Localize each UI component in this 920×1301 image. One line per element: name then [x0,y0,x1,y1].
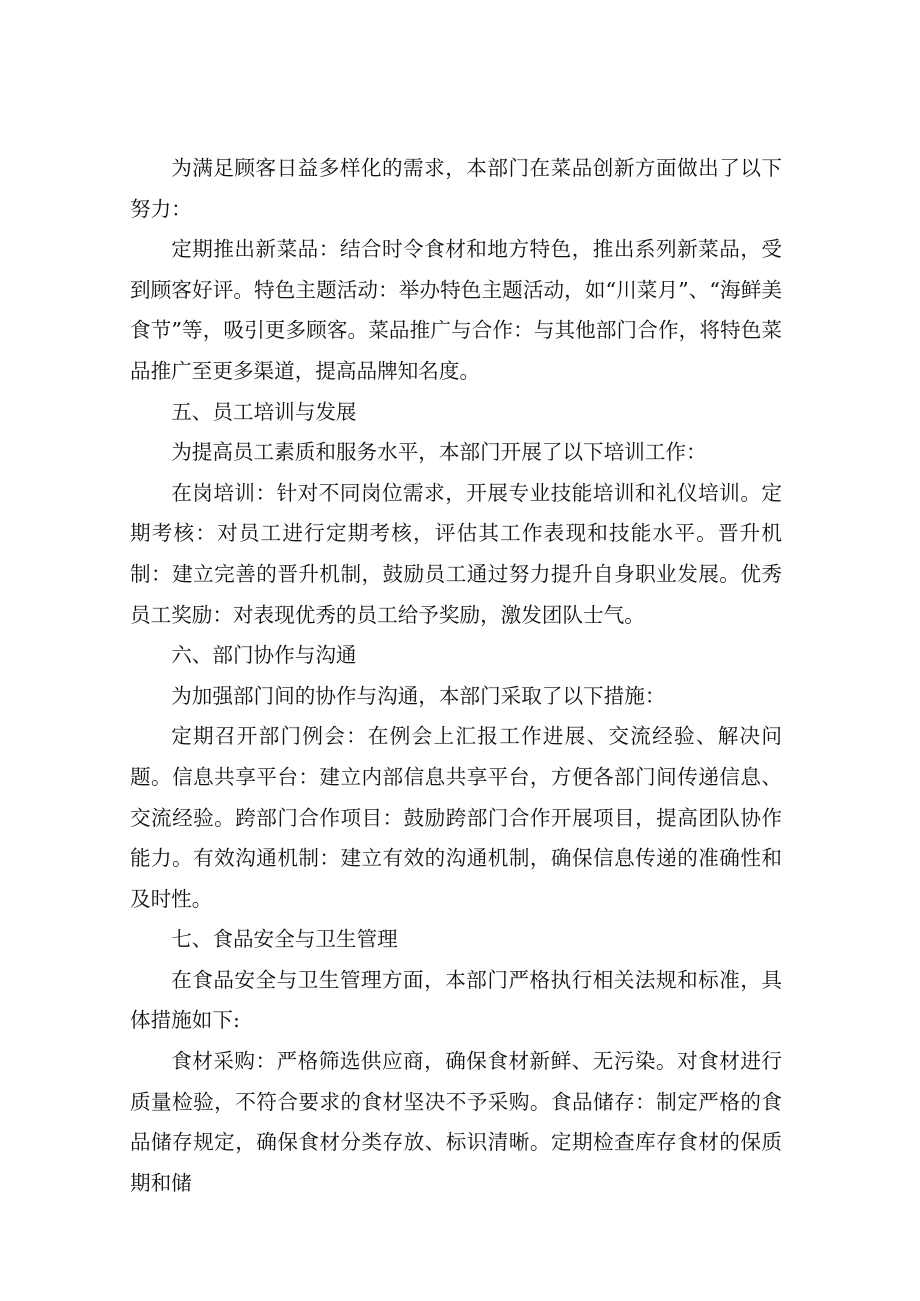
section-heading-food-safety: 七、食品安全与卫生管理 [171,927,398,952]
paragraph-food-safety-details: 食材采购：严格筛选供应商，确保食材新鲜、无污染。对食材进行质量检验，不符合要求的食材坚决不予采购。食品储存：制定严格的食品储存规定，确保食材分类存放、标识清晰。定期检查库存食材的保质期和储 [130,1049,782,1195]
section-heading-staff-training: 五、员工培训与发展 [171,399,357,424]
section-heading-department-collaboration: 六、部门协作与沟通 [171,643,357,668]
paragraph-food-safety-intro: 在食品安全与卫生管理方面，本部门严格执行相关法规和标准，具体措施如下: [130,967,782,1033]
document-body [130,148,782,1203]
paragraph-collaboration-intro: 为加强部门间的协作与沟通，本部门采取了以下措施： [171,683,666,708]
paragraph-collaboration-details: 定期召开部门例会：在例会上汇报工作进展、交流经验、解决问题。信息共享平台：建立内部信息共享平台，方便各部门间传递信息、交流经验。跨部门合作项目：鼓励跨部门合作开展项目，提高团队协作能力。有效沟通机制：建立有效的沟通机制，确保信息传递的准确性和及时性。 [130,724,782,911]
paragraph-staff-training-details: 在岗培训：针对不同岗位需求，开展专业技能培训和礼仪培训。定期考核：对员工进行定期考核，评估其工作表现和技能水平。晋升机制：建立完善的晋升机制，鼓励员工通过努力提升自身职业发展。优秀员工奖励：对表现优秀的员工给予奖励，激发团队士气。 [130,480,782,627]
paragraph-dish-innovation-details: 定期推出新菜品：结合时令食材和地方特色，推出系列新菜品，受到顾客好评。特色主题活动：举办特色主题活动，如“川菜月”、“海鲜美食节”等，吸引更多顾客。菜品推广与合作：与其他部门合作，将特色菜品推广至更多渠道，提高品牌知名度。 [130,237,782,383]
paragraph-staff-training-intro: 为提高员工素质和服务水平，本部门开展了以下培训工作： [171,440,707,465]
paragraph-dish-innovation-intro: 为满足顾客日益多样化的需求，本部门在菜品创新方面做出了以下努力： [130,156,782,221]
